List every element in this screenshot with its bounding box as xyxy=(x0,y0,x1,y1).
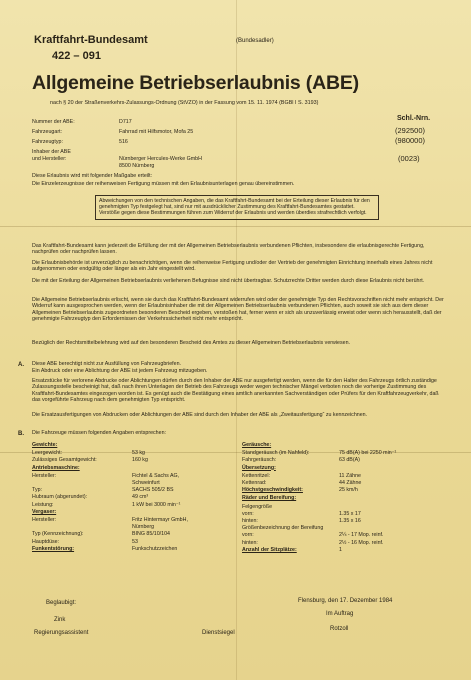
spec-value: 63 dB(A) xyxy=(339,457,360,464)
place-date: Flensburg, den 17. Dezember 1984 xyxy=(298,598,393,604)
section-a-letter: A. xyxy=(18,362,24,368)
spec-label: Hersteller: xyxy=(32,472,57,479)
spec-value: 2½ - 16 Mop. reinf. xyxy=(339,539,384,546)
spec-value: 160 kg xyxy=(132,457,148,464)
spec-value: Schweinfurt xyxy=(132,480,160,486)
beglaubigt-label: Beglaubigt: xyxy=(46,600,77,606)
agency-name: Kraftfahrt-Bundesamt xyxy=(34,34,148,46)
spec-heading: Funkentstörung: xyxy=(32,545,75,552)
section-a-paragraph: Ersatzstücke für verlorene Abdrucke oder Ablichtungen dürfen durch den Inhaber der ABE nur ausgefertigt werden, wenn die für den Halter des Fahrzeugs örtlich zuständige Zulassungsstelle bescheinigt hat, daß nach ihren Unterlagen der Betrieb des Fahrzeugs weder wegen technischer Mängel verboten noch die vorherige Zustimmung des Kraftfahrt-Bundesamtes eingezogen worden ist. Es genügt auch die Bestätigung eines amtlich anerkannten Sachverständigen oder Prüfers für den Kraftfahrzeugverkehr, daß das vorgeführte Fahrzeug nach dem genehmigten Typ entspricht. xyxy=(32,378,439,403)
meta-value: D717 xyxy=(119,119,132,125)
spec-value: 53 kg xyxy=(132,450,145,457)
spec-value: Nürnberg xyxy=(132,524,155,531)
conditions-line: Die Einzelerzeugnisse der reihenweisen Fertigung müssen mit den Erlaubnisunterlagen genau übereinstimmen. xyxy=(32,181,295,187)
spec-label: Hauptdüse: xyxy=(32,538,60,545)
meta-label: Nummer der ABE: xyxy=(32,119,75,125)
spec-label: Typ: xyxy=(32,487,43,494)
spec-label: hinten: xyxy=(242,518,258,524)
meta-value: Fahrrad mit Hilfsmotor, Mofa 25 xyxy=(119,129,194,135)
spec-value: 44 Zähne xyxy=(339,480,362,486)
beglaubigt-name: Zink xyxy=(54,617,66,623)
meta-label: Fahrzeugtyp: xyxy=(32,139,63,145)
section-b-letter: B. xyxy=(18,431,24,437)
spec-heading: Anzahl der Sitzplätze: xyxy=(242,546,297,553)
schl-nr-3: (0023) xyxy=(398,154,420,163)
spec-value: Fritz Hintermayr GmbH, xyxy=(132,517,188,523)
beglaubigt-title: Regierungsassistent xyxy=(34,630,89,636)
conditions-line: Diese Erlaubnis wird mit folgender Maßgabe erteilt: xyxy=(32,173,153,179)
spec-heading: Vergaser: xyxy=(32,508,57,515)
spec-value: 75 dB(A) bei 2250 min⁻¹ xyxy=(339,450,397,457)
spec-label: vorn: xyxy=(242,510,254,517)
page-title: Allgemeine Betriebserlaubnis (ABE) xyxy=(32,72,359,94)
spec-value: 11 Zähne xyxy=(339,472,361,479)
eagle-note: (Bundesadler) xyxy=(236,38,274,44)
schl-heading: Schl.-Nrn. xyxy=(397,115,431,122)
paragraph: Die mit der Erteilung der Allgemeinen Betriebserlaubnis verliehenen Befugnisse sind nicht übertragbar. Schutzrechte Dritter werden durch diese Erlaubnis nicht berührt. xyxy=(32,278,425,284)
subtitle: nach § 20 der Straßenverkehrs-Zulassungs-Ordnung (StVZO) in der Fassung vom 15. 11. 1974 (BGBl I S. 3193) xyxy=(50,100,319,106)
meta-label: und Hersteller: xyxy=(32,156,67,162)
spec-label: Leistung: xyxy=(32,501,54,508)
spec-label: hinten: xyxy=(242,539,258,546)
spec-label: Zulässiges Gesamtgewicht: xyxy=(32,457,97,464)
paragraph: Die Erlaubnisbehörde ist unverzüglich zu benachrichtigen, wenn die reihenweise Fertigung und/oder der Vertrieb der genehmigten Einrichtung innerhalb eines Jahres nicht aufgenommen oder endgültig oder länger als ein Jahr eingestellt wird. xyxy=(32,260,433,273)
spec-label: Felgengröße xyxy=(242,503,273,510)
spec-value: 25 km/h xyxy=(339,487,358,494)
spec-heading: Antriebsmaschine: xyxy=(32,464,80,471)
notice-box: Abweichungen von den technischen Angaben, die das Kraftfahrt-Bundesamt bei der Erteilung dieser Erlaubnis für den genehmigten Typ festgelegt hat, sind nur mit ausdrücklicher Zustimmung des Kraftfahrt-Bundesamtes gestattet. Verstöße gegen diese Bestimmungen führen zum Widerruf der Erlaubnis und werden überdies strafrechtlich verfolgt. xyxy=(95,195,379,220)
schl-nr-2: (980000) xyxy=(395,136,426,145)
spec-label: vorn: xyxy=(242,532,254,539)
spec-label: Typ (Kennzeichnung): xyxy=(32,531,84,538)
section-a-line: Diese ABE berechtigt nicht zur Ausfüllung von Fahrzeugbriefen. xyxy=(32,361,181,367)
dienstsiegel-label: Dienstsiegel xyxy=(202,630,235,636)
spec-value: Funkschutzzeichen xyxy=(132,545,178,552)
spec-value: 1 kW bei 3000 min⁻¹ xyxy=(132,501,181,508)
meta-label: Fahrzeugart: xyxy=(32,129,63,135)
spec-value: 2¼ - 17 Mop. reinf. xyxy=(339,532,384,539)
document-number: 422 – 091 xyxy=(52,50,101,62)
spec-heading: Räder und Bereifung: xyxy=(242,495,297,502)
spec-label: Fahrgeräusch: xyxy=(242,457,277,464)
spec-value: 53 xyxy=(132,538,138,545)
meta-value: Nürnberger Hercules-Werke GmbH xyxy=(119,156,202,162)
spec-value: 1.35 x 16 xyxy=(339,518,361,524)
section-b-intro: Die Fahrzeuge müssen folgenden Angaben entsprechen: xyxy=(32,430,166,436)
spec-heading: Gewichte: xyxy=(32,442,58,448)
paragraph: Die Allgemeine Betriebserlaubnis erlischt, wenn sie durch das Kraftfahrt-Bundesamt widerrufen wird oder der genehmigte Typ den Rechtsvorschriften nicht mehr entspricht. Der Widerruf kann ausgesprochen werden, wenn der Erlaubnisinhaber die mit der Allgemeinen Betriebserlaubnis verbundenen Pflichten, auch soweit sie sich aus dem dieser Allgemeinen Betriebserlaubnis zugeordneten besonderen Bescheid ergeben, verstoßen hat, ferner wenn er sich als unzuverlässig erweist oder wenn sich herausstellt, daß der genehmigte Fahrzeugtyp den Erfordernissen der Verkehrssicherheit nicht mehr entspricht. xyxy=(32,297,444,322)
spec-value: 49 cm³ xyxy=(132,494,149,501)
section-a-line: Ein Abdruck oder eine Ablichtung der ABE ist jedem Fahrzeug mitzugeben. xyxy=(32,368,208,374)
meta-value: 516 xyxy=(119,139,128,145)
spec-label: Standgeräusch (im Nahfeld): xyxy=(242,450,310,457)
im-auftrag: Im Auftrag xyxy=(326,611,354,617)
spec-value: SACHS 505/2 BS xyxy=(132,487,174,494)
meta-value: 8500 Nürnberg xyxy=(119,163,155,169)
signer-name: Rotzoll xyxy=(330,626,349,632)
spec-label: Größenbezeichnung der Bereifung xyxy=(242,525,324,532)
meta-label: Inhaber der ABE xyxy=(32,149,71,155)
section-a-paragraph: Die Ersatzausfertigungen von Abdrucken oder Ablichtungen der ABE sind durch den Inhaber der ABE als „Zweitausfertigung“ zu kennzeichnen. xyxy=(32,412,368,418)
spec-label: Leergewicht: xyxy=(32,450,63,457)
spec-value: BING 85/10/104 xyxy=(132,531,170,538)
spec-heading: Höchstgeschwindigkeit: xyxy=(242,487,303,494)
spec-value: Fichtel & Sachs AG, xyxy=(132,472,180,479)
paragraph: Das Kraftfahrt-Bundesamt kann jederzeit die Erfüllung der mit der Allgemeinen Betriebserlaubnis verbundenen Pflichten, insbesondere die erlaubnisgerechte Fertigung, nachprüfen oder nachprüfen lassen. xyxy=(32,243,425,256)
spec-value: 1 xyxy=(339,546,342,553)
spec-label: Hubraum (abgerundet): xyxy=(32,494,88,501)
spec-value: 1.35 x 17 xyxy=(339,510,361,517)
spec-label: Kettenritzel: xyxy=(242,472,270,479)
spec-heading: Übersetzung: xyxy=(242,464,276,471)
spec-heading: Geräusche: xyxy=(242,442,272,448)
spec-label: Hersteller: xyxy=(32,517,57,523)
paragraph: Bezüglich der Rechtsmittelbelehrung wird auf den besonderen Bescheid des Amtes zu dieser Allgemeinen Betriebserlaubnis verwiesen. xyxy=(32,340,350,346)
schl-nr-1: (292500) xyxy=(395,126,426,135)
spec-label: Kettenrad: xyxy=(242,480,267,486)
